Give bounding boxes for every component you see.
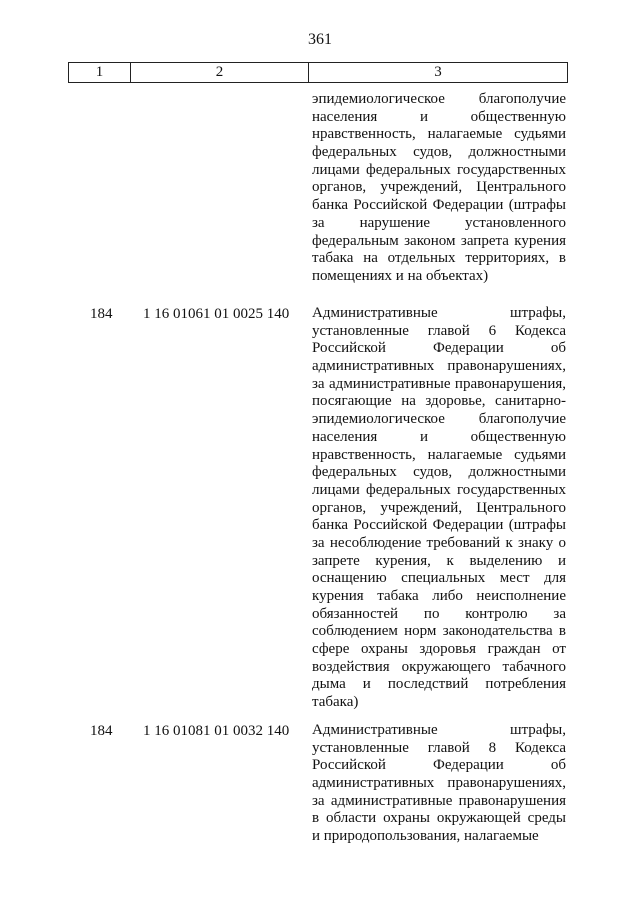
description-line: населения и общественную <box>312 428 566 445</box>
description-line: помещениях и на объектах) <box>312 267 489 284</box>
description-line: за нарушение установленного <box>312 214 566 231</box>
description-line: эпидемиологическое благополучие <box>312 411 566 428</box>
row-number: 184 <box>90 306 113 322</box>
row-description <box>312 305 566 712</box>
description-line: установленные главой 8 Кодекса <box>312 739 566 756</box>
description-line: лицами федеральных государственных <box>312 161 566 178</box>
description-line: эпидемиологическое благополучие <box>312 91 566 107</box>
description-line: органов, учреждений, Центрального <box>312 179 566 196</box>
table-header-row <box>68 62 568 83</box>
description-line: административных правонарушениях, <box>312 775 566 792</box>
description-line: обязанностей по контролю за <box>312 605 566 622</box>
description-line: за административные правонарушения <box>312 792 566 809</box>
description-line: в области охраны окружающей среды <box>312 810 566 827</box>
description-line: населения и общественную <box>312 108 566 125</box>
page-number: 361 <box>308 31 332 48</box>
description-line: административных правонарушениях, <box>312 358 566 375</box>
budget-code: 1 16 01061 01 0025 140 <box>143 306 290 322</box>
description-line: и природопользования, налагаемые <box>312 828 539 845</box>
description-line: Административные штрафы, <box>312 305 566 321</box>
description-line: нравственность, налагаемые судьями <box>312 446 566 463</box>
description-line: Российской Федерации об <box>312 340 566 357</box>
description-line: нравственность, налагаемые судьями <box>312 126 566 143</box>
description-line: лицами федеральных государственных <box>312 481 566 498</box>
description-line: за несоблюдение требований к знаку о <box>312 534 566 551</box>
description-line: банка Российской Федерации (штрафы <box>312 517 566 534</box>
row-description <box>312 722 566 846</box>
description-line: табака) <box>312 694 359 711</box>
column-header-3: 3 <box>434 64 442 80</box>
description-line: дыма и последствий потребления <box>312 676 566 693</box>
description-line: установленные главой 6 Кодекса <box>312 322 566 339</box>
budget-code: 1 16 01081 01 0032 140 <box>143 723 290 739</box>
row-description <box>312 91 566 286</box>
description-line: органов, учреждений, Центрального <box>312 499 566 516</box>
description-line: за административные правонарушения, <box>312 375 566 392</box>
description-line: запрете курения, к выделению и <box>312 552 566 569</box>
description-line: посягающие на здоровье, санитарно- <box>312 393 566 410</box>
column-header-1: 1 <box>69 63 131 82</box>
description-line: воздействия окружающего табачного <box>312 658 566 675</box>
column-header-2: 2 <box>131 63 309 82</box>
description-line: соблюдением норм законодательства в <box>312 623 566 640</box>
description-line: Административные штрафы, <box>312 722 566 738</box>
description-line: федеральных судов, должностными <box>312 464 566 481</box>
description-line: оснащению специальных мест для <box>312 570 566 587</box>
description-line: табака на отдельных территориях, в <box>312 250 566 267</box>
description-line: Российской Федерации об <box>312 757 566 774</box>
description-line: сфере охраны здоровья граждан от <box>312 641 566 658</box>
description-line: федеральных судов, должностными <box>312 144 566 161</box>
description-line: банка Российской Федерации (штрафы <box>312 197 566 214</box>
row-number: 184 <box>90 723 113 739</box>
description-line: курения табака либо неисполнение <box>312 588 566 604</box>
description-line: федеральным законом запрета курения <box>312 232 566 249</box>
